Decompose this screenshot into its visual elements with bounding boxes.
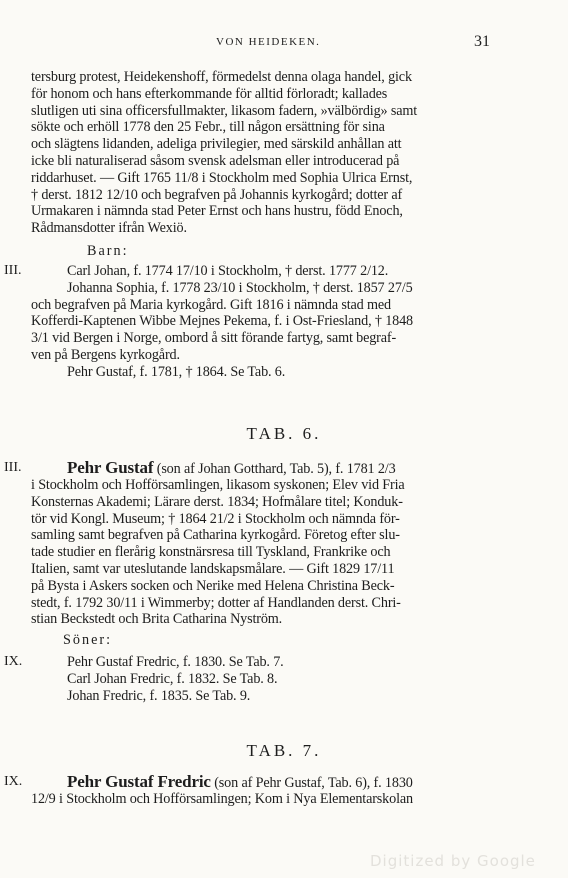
- text-line: icke bli naturaliserad såsom svensk adelsman eller introducerad på: [31, 152, 400, 169]
- text-line: (son af Pehr Gustaf, Tab. 6), f. 1830: [210, 775, 413, 791]
- tab-6-section: [4, 458, 538, 628]
- son-entry: Johan Fredric, f. 1835. Se Tab. 9.: [67, 687, 251, 704]
- text-line: riddarhuset. — Gift 1765 11/8 i Stockholm med Sophia Ulrica Ernst,: [31, 169, 413, 186]
- soner-section: [4, 654, 538, 704]
- text-line: i Stockholm och Hofförsamlingen, likasom syskonen; Elev vid Fria: [31, 477, 405, 493]
- generation-numeral: IX.: [4, 774, 23, 789]
- child-entry: Carl Johan, f. 1774 17/10 i Stockholm, † derst. 1777 2/12.: [67, 263, 389, 279]
- intro-paragraph: [31, 69, 538, 237]
- text-line: stian Beckstedt och Brita Catharina Nyström.: [31, 611, 283, 628]
- text-line: samling samt begrafven på Catharina kyrkogård. Företog efter slu-: [31, 527, 400, 544]
- tab-6-heading: TAB. 6.: [246, 424, 322, 443]
- soner-heading: Söner:: [63, 632, 113, 648]
- text-line: 3/1 vid Bergen i Norge, ombord å sitt förande fartyg, samt begraf-: [31, 330, 397, 347]
- son-entry: Carl Johan Fredric, f. 1832. Se Tab. 8.: [67, 670, 278, 687]
- text-line: och begrafven på Maria kyrkogård. Gift 1816 i nämnda stad med: [31, 296, 392, 313]
- son-entry: Pehr Gustaf Fredric, f. 1830. Se Tab. 7.: [67, 654, 284, 670]
- running-head: [0, 33, 568, 54]
- text-line: 12/9 i Stockholm och Hofförsamlingen; Kom i Nya Elementarskolan: [31, 791, 413, 807]
- generation-numeral: III.: [4, 460, 22, 475]
- person-name: Pehr Gustaf: [67, 458, 154, 477]
- running-head-title: VON HEIDEKEN.: [216, 36, 321, 48]
- text-line: och slägtens lidanden, adeliga privilegier, med särskild anhållan att: [31, 136, 402, 153]
- generation-numeral: III.: [4, 263, 22, 278]
- text-line: Urmakaren i nämnda stad Peter Ernst och hans hustru, född Enoch,: [31, 203, 403, 220]
- text-line: för honom och hans efterkommande för alltid förloradt; kallades: [31, 85, 388, 102]
- text-line: Kofferdi-Kaptenen Wibbe Mejnes Pekema, f. i Ost-Friesland, † 1848: [31, 313, 413, 330]
- child-entry: Johanna Sophia, f. 1778 23/10 i Stockholm, † derst. 1857 27/5: [67, 279, 413, 296]
- text-line: Konsternas Akademi; Lärare derst. 1834; Hofmålare titel; Konduk-: [31, 493, 403, 510]
- text-line: sökte och erhöll 1778 den 25 Febr., till någon ersättning för sina: [31, 119, 385, 136]
- text-line: (son af Johan Gotthard, Tab. 5), f. 1781 2/3: [153, 461, 396, 477]
- person-name: Pehr Gustaf Fredric: [67, 772, 211, 791]
- text-line: tersburg protest, Heidekenshoff, förmedelst denna olaga handel, gick: [31, 69, 412, 85]
- tab-7-section: [4, 772, 538, 808]
- text-line: stedt, f. 1792 30/11 i Wimmerby; dotter af Handlanden derst. Chri-: [31, 594, 401, 611]
- text-line: slutligen uti sina officersfullmakter, likasom fadern, »välbördig» samt: [31, 102, 418, 119]
- generation-numeral: IX.: [4, 654, 23, 669]
- tab-7-heading: TAB. 7.: [246, 741, 322, 760]
- text-line: Italien, samt var uteslutande landskapsmålare. — Gift 1829 17/11: [31, 560, 395, 577]
- soner-heading-row: [31, 632, 538, 649]
- child-entry: Pehr Gustaf, f. 1781, † 1864. Se Tab. 6.: [67, 363, 286, 380]
- tab-7-first-line: [31, 772, 538, 791]
- page-number: 31: [474, 33, 490, 50]
- text-line: † derst. 1812 12/10 och begrafven på Johannis kyrkogård; dotter af: [31, 186, 403, 203]
- scan-watermark: Digitized by Google: [370, 852, 536, 870]
- barn-heading: Barn:: [87, 243, 129, 259]
- text-line: tade studier en flerårig konstnärsresa till Tyskland, Frankrike och: [31, 544, 391, 561]
- barn-heading-row: [31, 243, 538, 260]
- text-line: ven på Bergens kyrkogård.: [31, 346, 180, 363]
- text-line: Rådmansdotter ifrån Wexiö.: [31, 220, 187, 237]
- tab-6-first-line: [31, 458, 538, 477]
- barn-section: [4, 263, 538, 381]
- text-line: tör vid Kongl. Museum; † 1864 21/2 i Stockholm och nämnda för-: [31, 510, 400, 527]
- text-line: på Bysta i Askers socken och Nerike med Helena Christina Beck-: [31, 577, 395, 594]
